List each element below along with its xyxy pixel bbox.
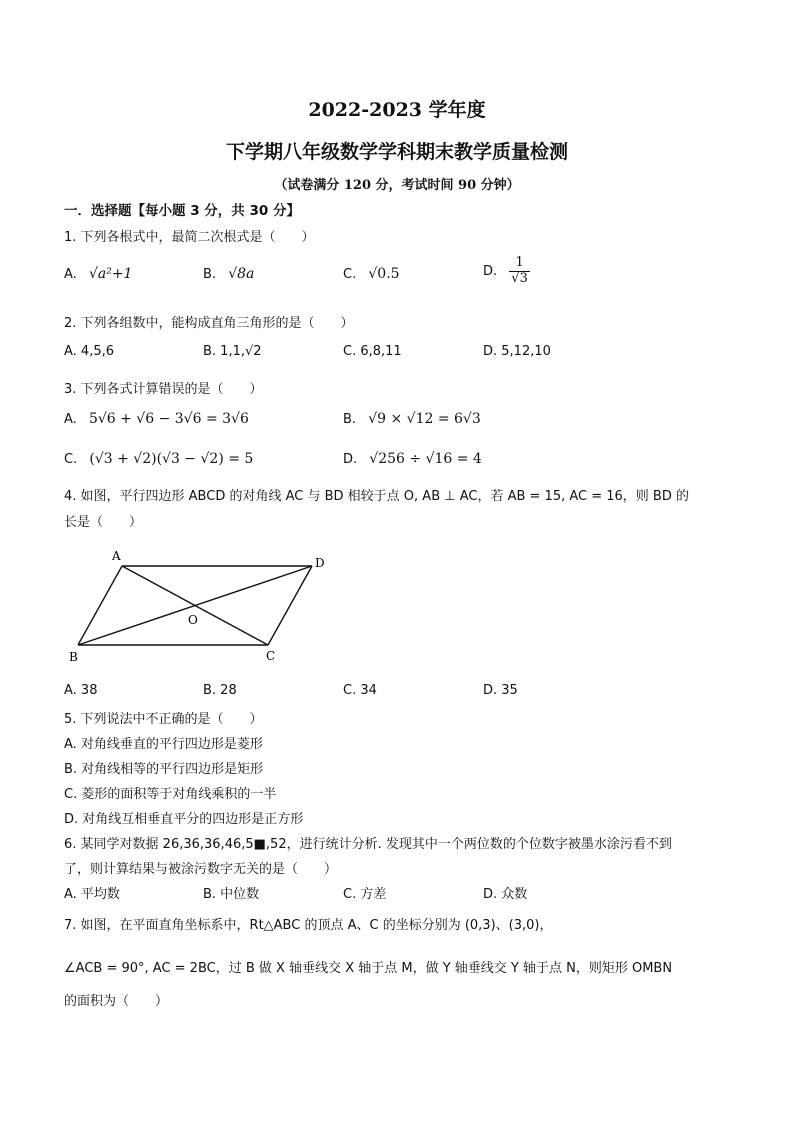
q5-option-b: B. 对角线相等的平行四边形是矩形 <box>64 762 264 777</box>
question-1-stem: 1. 下列各根式中，最简二次根式是（ ） <box>64 230 315 245</box>
label-b: B <box>69 650 78 664</box>
q1-option-d-denominator: √3 <box>511 270 528 286</box>
question-7-stem-line3: 的面积为（ ） <box>64 994 169 1009</box>
q3-option-b-label: B. <box>343 412 357 427</box>
q2-option-c: C. 6,8,11 <box>343 344 402 359</box>
q3-option-d-expr: √256 ÷ √16 = 4 <box>369 451 482 467</box>
section-heading: 一．选择题【每小题 3 分，共 30 分】 <box>64 203 300 219</box>
q3-option-a-expr: 5√6 + √6 − 3√6 = 3√6 <box>88 411 249 427</box>
q3-option-c-expr: (√3 + √2)(√3 − √2) = 5 <box>89 451 254 467</box>
q3-option-a-label: A. <box>64 412 77 427</box>
label-d: D <box>315 556 325 570</box>
q1-option-c-label: C. <box>343 267 357 282</box>
q4-option-d: D. 35 <box>483 683 518 698</box>
q3-option-b-expr: √9 × √12 = 6√3 <box>368 411 481 427</box>
q6-option-d: D. 众数 <box>483 887 528 902</box>
segment-ab <box>78 566 122 645</box>
q3-option-b <box>343 411 481 427</box>
q1-option-b-expr: √8a <box>228 266 255 282</box>
question-5-stem: 5. 下列说法中不正确的是（ ） <box>64 712 263 727</box>
q6-option-a: A. 平均数 <box>64 887 120 902</box>
exam-subtitle: （试卷满分 120 分，考试时间 90 分钟） <box>274 178 520 193</box>
q3-option-a <box>64 411 249 427</box>
question-4-stem-line2: 长是（ ） <box>64 515 143 530</box>
q3-option-c-label: C. <box>64 452 78 467</box>
q1-option-c <box>343 266 400 282</box>
question-7-stem-line2: ∠ACB = 90°, AC = 2BC，过 B 做 X 轴垂线交 X 轴于点 M，做 Y 轴垂线交 Y 轴于点 N，则矩形 OMBN <box>64 961 673 976</box>
segment-cd <box>268 566 312 645</box>
q3-option-d <box>343 451 482 467</box>
q2-option-d: D. 5,12,10 <box>483 344 551 359</box>
label-c: C <box>266 649 276 663</box>
diagonal-bd <box>78 566 312 645</box>
q1-option-c-expr: √0.5 <box>368 266 400 282</box>
q1-option-a-expr: √a²+1 <box>88 266 133 282</box>
q5-option-c: C. 菱形的面积等于对角线乘积的一半 <box>64 787 277 802</box>
question-6-stem-line2: 了，则计算结果与被涂污数字无关的是（ ） <box>64 862 338 877</box>
parallelogram-figure <box>62 543 342 673</box>
q4-option-a: A. 38 <box>64 683 98 698</box>
q5-option-d: D. 对角线互相垂直平分的四边形是正方形 <box>64 812 304 827</box>
q1-option-d-label: D. <box>483 263 498 279</box>
question-6-stem-line1: 6. 某同学对数据 26,36,36,46,5■,52，进行统计分析. 发现其中一个两位数的个位数字被墨水涂污看不到 <box>64 837 672 852</box>
q2-option-a: A. 4,5,6 <box>64 344 115 359</box>
question-4-stem-line1: 4. 如图，平行四边形 ABCD 的对角线 AC 与 BD 相较于点 O, AB ⊥ AC，若 AB = 15, AC = 16，则 BD 的 <box>64 489 689 504</box>
question-7-stem-line1: 7. 如图，在平面直角坐标系中，Rt△ABC 的顶点 A、C 的坐标分别为 (0,3)、(3,0)， <box>64 918 553 933</box>
q1-option-d-fraction <box>509 256 530 287</box>
exam-year: 2022-2023 学年度 <box>308 99 486 121</box>
q4-option-c: C. 34 <box>343 683 377 698</box>
q1-option-d <box>483 256 530 287</box>
label-a: A <box>112 549 121 563</box>
q1-option-a <box>64 266 132 282</box>
q4-option-b: B. 28 <box>203 683 237 698</box>
q1-option-b <box>203 266 254 282</box>
q6-option-b: B. 中位数 <box>203 887 260 902</box>
q3-option-d-label: D. <box>343 452 358 467</box>
exam-title: 下学期八年级数学学科期末教学质量检测 <box>225 141 568 163</box>
question-3-stem: 3. 下列各式计算错误的是（ ） <box>64 382 263 397</box>
q1-option-d-numerator: 1 <box>509 256 530 272</box>
q5-option-a: A. 对角线垂直的平行四边形是菱形 <box>64 737 263 752</box>
q1-option-a-label: A. <box>64 267 77 282</box>
q1-option-b-label: B. <box>203 267 217 282</box>
q2-option-b: B. 1,1,√2 <box>203 344 262 359</box>
q6-option-c: C. 方差 <box>343 887 387 902</box>
label-o: O <box>188 613 198 627</box>
question-2-stem: 2. 下列各组数中，能构成直角三角形的是（ ） <box>64 316 354 331</box>
q3-option-c <box>64 451 253 467</box>
